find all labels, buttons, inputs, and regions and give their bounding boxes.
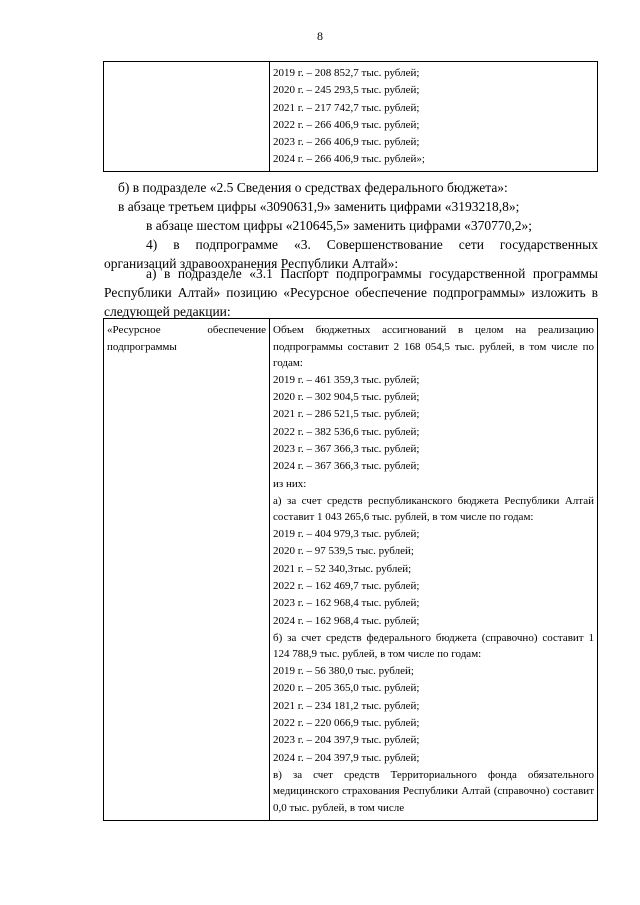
republic-budget-text: а) за счет средств республиканского бюджета Республики Алтай составит 1 043 265,6 тыс. рублей, в том числе по годам: xyxy=(273,494,594,524)
year-line: 2020 г. – 205 365,0 тыс. рублей; xyxy=(273,682,420,695)
paragraph-sixth-abzac: в абзаце шестом цифры «210645,5» заменить цифрами «370770,2»; xyxy=(146,218,532,233)
year-line: 2022 г. – 220 066,9 тыс. рублей; xyxy=(273,716,420,729)
page-number: 8 xyxy=(317,29,323,43)
year-line: 2024 г. – 162 968,4 тыс. рублей; xyxy=(273,614,420,627)
paragraph-third-abzac: в абзаце третьем цифры «3090631,9» заменить цифрами «3193218,8»; xyxy=(118,199,520,214)
year-line: 2021 г. – 52 340,3тыс. рублей; xyxy=(273,562,412,575)
resource-label: «Ресурсное обеспечение подпрограммы xyxy=(107,324,266,353)
table-row xyxy=(104,319,598,821)
year-line: 2024 г. – 367 366,3 тыс. рублей; xyxy=(273,460,420,473)
table-row xyxy=(104,62,598,172)
resource-label-cell xyxy=(104,319,270,821)
year-line: 2019 г. – 461 359,3 тыс. рублей; xyxy=(273,373,420,386)
resource-values-cell xyxy=(270,319,598,821)
year-line: 2019 г. – 404 979,3 тыс. рублей; xyxy=(273,528,420,541)
year-line: 2019 г. – 56 380,0 тыс. рублей; xyxy=(273,665,414,678)
year-line: 2021 г. – 234 181,2 тыс. рублей; xyxy=(273,699,420,712)
year-line: 2022 г. – 162 469,7 тыс. рублей; xyxy=(273,579,420,592)
year-line: 2020 г. – 302 904,5 тыс. рублей; xyxy=(273,391,420,404)
year-line: 2023 г. – 367 366,3 тыс. рублей; xyxy=(273,442,420,455)
year-line: 2024 г. – 266 406,9 тыс. рублей»; xyxy=(273,153,425,166)
year-line: 2022 г. – 382 536,6 тыс. рублей; xyxy=(273,425,420,438)
table-cell-years xyxy=(270,62,598,172)
resource-table xyxy=(103,318,598,821)
year-line: 2021 г. – 286 521,5 тыс. рублей; xyxy=(273,408,420,421)
funding-table-continued xyxy=(103,61,598,172)
of-them-label: из них: xyxy=(273,477,307,490)
year-line: 2020 г. – 245 293,5 тыс. рублей; xyxy=(273,84,420,97)
total-intro: Объем бюджетных ассигнований в целом на реализацию подпрограммы составит 2 168 054,5 тыс. рублей, в том числе по годам: xyxy=(273,324,594,370)
paragraph-a-passport: а) в подразделе «3.1 Паспорт подпрограммы государственной программы Республики Алтай» позицию «Ресурсное обеспечение подпрограммы» изложить в следующей редакции: xyxy=(104,266,598,319)
year-line: 2023 г. – 162 968,4 тыс. рублей; xyxy=(273,597,420,610)
year-line: 2023 г. – 266 406,9 тыс. рублей; xyxy=(273,136,420,149)
year-line: 2019 г. – 208 852,7 тыс. рублей; xyxy=(273,67,420,79)
paragraph-b: б) в подразделе «2.5 Сведения о средствах федерального бюджета»: xyxy=(118,180,508,195)
year-line: 2023 г. – 204 397,9 тыс. рублей; xyxy=(273,734,420,747)
year-line: 2020 г. – 97 539,5 тыс. рублей; xyxy=(273,545,414,558)
year-line: 2024 г. – 204 397,9 тыс. рублей; xyxy=(273,751,420,764)
year-line: 2021 г. – 217 742,7 тыс. рублей; xyxy=(273,101,420,114)
federal-budget-text: б) за счет средств федерального бюджета (справочно) составит 1 124 788,9 тыс. рублей, в том числе по годам: xyxy=(273,631,594,661)
paragraph-subprogram-3: 4) в подпрограмме «3. Совершенствование сети государственных организаций здравоохранения Республики Алтай»: xyxy=(104,237,598,271)
insurance-fund-text: в) за счет средств Территориального фонда обязательного медицинского страхования Республики Алтай (справочно) составит 0,0 тыс. рублей, в том числе xyxy=(273,768,594,814)
year-line: 2022 г. – 266 406,9 тыс. рублей; xyxy=(273,118,420,131)
table-cell-empty xyxy=(104,62,270,172)
